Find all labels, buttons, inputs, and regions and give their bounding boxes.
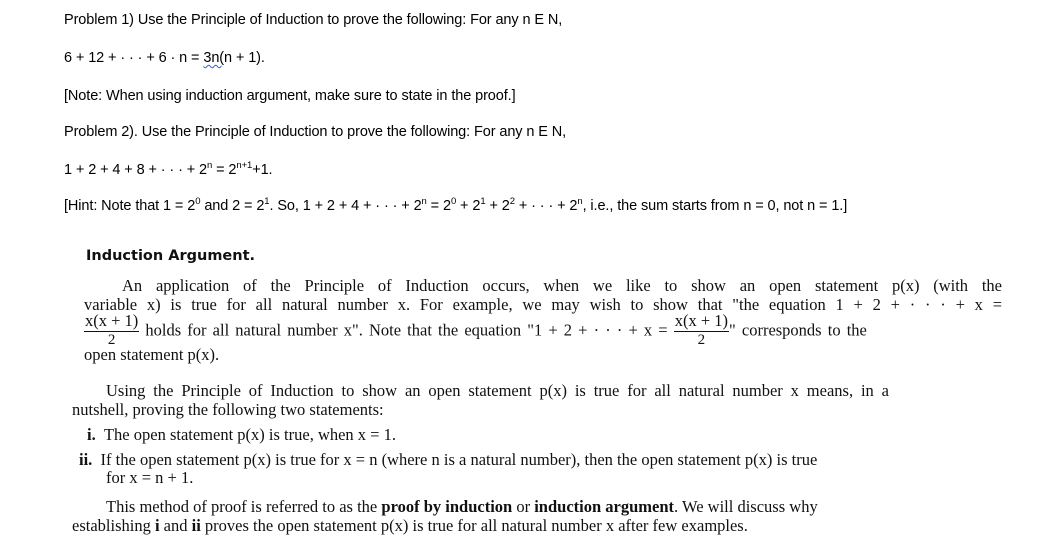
para1-line3 [84,313,1002,348]
para1-line3-text: holds for all natural number x". Note that the equation "1 + 2 + · · · + x = [139,320,674,340]
list-label: i. [87,425,96,444]
fraction [84,313,139,348]
hint-part: + 2 [485,198,510,214]
problem-1-equation-right: n + 1). [224,50,265,66]
spellcheck-squiggle[interactable]: 3n( [203,50,225,66]
para3-text: This method of proof is referred to as the [106,497,382,516]
para1-line3-end: " corresponds to the [729,320,867,340]
list-text: If the open statement p(x) is true for x = n (where n is a natural number), then the open statement p(x) is true [100,450,818,469]
hint-exponent: n [421,196,427,207]
eq-exponent: n+1 [236,160,253,171]
eq-part: 1 + 2 + 4 + 8 + · · · + 2 [64,162,207,178]
list-item-ii [79,450,817,470]
hint-part: + 2 [456,198,481,214]
problem-2-hint [64,198,847,214]
hint-part: + · · · + 2 [514,198,578,214]
ref-ii: ii [191,516,201,535]
fraction [674,313,729,348]
list-item-i [87,425,396,445]
list-item-ii-cont: for x = n + 1. [106,468,194,487]
para3-text: or [512,497,535,516]
para4 [72,516,748,536]
para2-line2: nutshell, proving the following two statements: [72,400,384,419]
hint-part: [Hint: Note that 1 = 2 [64,198,196,214]
para3 [106,497,818,517]
hint-exponent: 2 [509,196,515,207]
eq-part: +1. [252,162,273,178]
hint-exponent: 1 [264,196,270,207]
term-proof-by-induction: proof by induction [381,497,513,516]
hint-part: . So, 1 + 2 + 4 + · · · + 2 [269,198,422,214]
para4-text: and [159,516,192,535]
hint-exponent: 1 [480,196,486,207]
hint-exponent: 0 [450,196,457,207]
list-label: ii. [79,450,93,469]
problem-1-equation-left: 6 + 12 + · · · + 6 · n = [64,50,204,66]
para1-line2: variable x) is true for all natural number x. For example, we may wish to show that "the equation 1 + 2 + · · · + x = [84,295,1002,314]
eq-exponent: n [207,160,213,171]
list-text: The open statement p(x) is true, when x = 1. [103,425,396,444]
term-induction-argument: induction argument [534,497,675,516]
section-heading: Induction Argument. [86,248,256,264]
para2-line1: Using the Principle of Induction to show an open statement p(x) is true for all natural number x means, in a [106,381,889,400]
problem-1-equation [64,50,265,66]
para3-text: . We will discuss why [674,497,818,516]
para1-line4: open statement p(x). [84,345,220,364]
para4-text: proves the open statement p(x) is true for all natural number x after few examples. [200,516,748,535]
fraction-denominator: 2 [697,331,706,348]
hint-part: and 2 = 2 [200,198,265,214]
hint-exponent: n [577,196,583,207]
hint-part: = 2 [426,198,451,214]
fraction-denominator: 2 [107,331,116,348]
problem-2-title: Problem 2). Use the Principle of Induction to prove the following: For any n E N, [64,124,567,140]
problem-2-equation [64,162,272,178]
fraction-numerator: x(x + 1) [85,311,139,330]
eq-part: = 2 [212,162,237,178]
problem-1-note: [Note: When using induction argument, make sure to state in the proof.] [64,88,516,104]
hint-part: , i.e., the sum starts from n = 0, not n = 1.] [582,198,848,214]
para4-text: establishing [72,516,155,535]
hint-exponent: 0 [195,196,201,207]
para1-line1: An application of the Principle of Induction occurs, when we like to show an open statement p(x) (with the [122,276,1002,295]
problem-1-title: Problem 1) Use the Principle of Induction to prove the following: For any n E N, [64,12,563,28]
ref-i: i [154,516,160,535]
fraction-numerator: x(x + 1) [674,311,729,330]
